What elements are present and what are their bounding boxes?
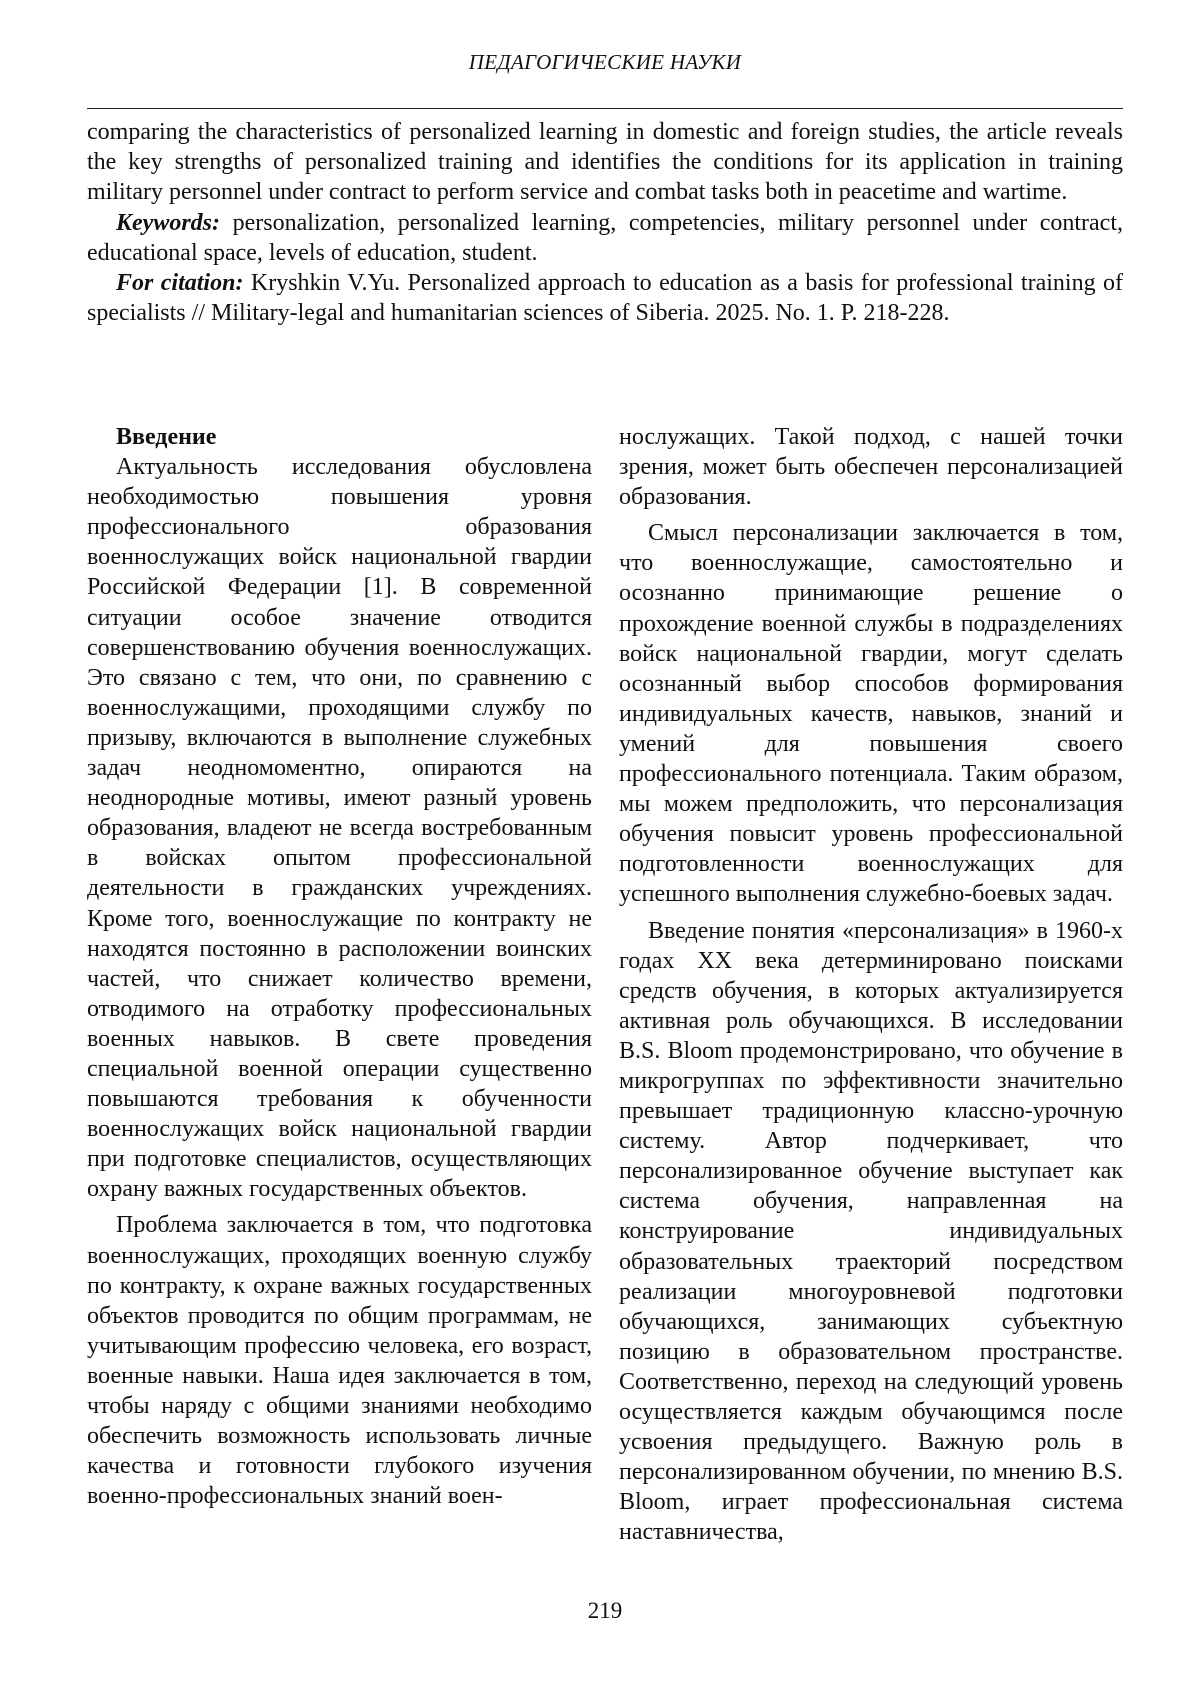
abstract-continuation: comparing the characteristics of personalized learning in domestic and foreign studies, the article reveals the key strengths of personalized training and identifies the conditions for its application in training military personnel under contract to perform service and combat tasks both in peacetime and wartime. bbox=[87, 119, 1123, 206]
right-column bbox=[619, 422, 1123, 1553]
keywords-label: Keywords: bbox=[116, 209, 220, 236]
running-head: ПЕДАГОГИЧЕСКИЕ НАУКИ bbox=[468, 50, 742, 74]
section-heading-introduction: Введение bbox=[116, 424, 217, 450]
paragraph: Введение понятия «персонализация» в 1960-х годах XX века детерминировано поисками средств обучения, в которых актуализируется активная роль обучающихся. В исследовании B.S. Bloom продемонстрировано, что обучение в микрогруппах по эффективности значительно превышает традиционную классно-урочную систему. Автор подчеркивает, что персонализированное обучение выступает как система обучения, направленная на конструирование индивидуальных образовательных траекторий посредством реализации многоуровневой подготовки обучающихся, занимающих субъектную позицию в образовательном пространстве. Соответственно, переход на следующий уровень осуществляется каждым обучающимся после усвоения предыдущего. Важную роль в персонализированном обучении, по мнению B.S. Bloom, играет профессиональная система наставничества, bbox=[619, 917, 1123, 1546]
keywords-paragraph bbox=[87, 208, 1123, 268]
paragraph: Проблема заключается в том, что подготовка военнослужащих, проходящих военную службу по контракту, к охране важных государственных объектов проводится по общим программам, не учитывающим профессию человека, его возраст, военные навыки. Наша идея заключается в том, чтобы наряду с общими знаниями необходимо обеспечить возможность использовать личные качества и готовности глубокого изучения военно-профессиональных знаний воен- bbox=[87, 1212, 592, 1510]
keywords-text: personalization, personalized learning, competencies, military personnel under contract, educational space, levels of education, student. bbox=[87, 209, 1123, 266]
abstract-block bbox=[87, 117, 1123, 328]
paragraph: Смысл персонализации заключается в том, что военнослужащие, самостоятельно и осознанно принимающие решение о прохождение военной службы в подразделениях войск национальной гвардии, могут сделать осознанный выбор способов формирования индивидуальных качеств, навыков, знаний и умений для повышения своего профессионального потенциала. Таким образом, мы можем предположить, что персонализация обучения повысит уровень профессиональной подготовленности военнослужащих для успешного выполнения служебно-боевых задач. bbox=[619, 520, 1123, 908]
citation-paragraph bbox=[87, 268, 1123, 328]
citation-text: Kryshkin V.Yu. Personalized approach to education as a basis for professional training of specialists // Military-legal and humanitarian sciences of Siberia. 2025. No. 1. P. 218-228. bbox=[87, 270, 1124, 327]
page-number: 219 bbox=[587, 1598, 623, 1623]
citation-label: For citation: bbox=[116, 270, 244, 297]
paragraph-continuation: нослужащих. Такой подход, с нашей точки зрения, может быть обеспечен персонализацией образования. bbox=[619, 424, 1123, 511]
header-rule bbox=[87, 108, 1123, 109]
paragraph: Актуальность исследования обусловлена необходимостью повышения уровня профессионального образования военнослужащих войск национальной гвардии Российской Федерации [1]. В современной ситуации особое значение отводится совершенствованию обучения военнослужащих. Это связано с тем, что они, по сравнению с военнослужащими, проходящими службу по призыву, включаются в выполнение служебных задач неодномоментно, опираются на неоднородные мотивы, имеют разный уровень образования, владеют не всегда востребованным в войсках опытом профессиональной деятельности в гражданских учреждениях. Кроме того, военнослужащие по контракту не находятся постоянно в расположении воинских частей, что снижает количество времени, отводимого на отработку профессиональных военных навыков. В свете проведения специальной военной операции существенно повышаются требования к обученности военнослужащих войск национальной гвардии при подготовке специалистов, осуществляющих охрану важных государственных объектов. bbox=[87, 454, 592, 1203]
left-column bbox=[87, 422, 592, 1517]
